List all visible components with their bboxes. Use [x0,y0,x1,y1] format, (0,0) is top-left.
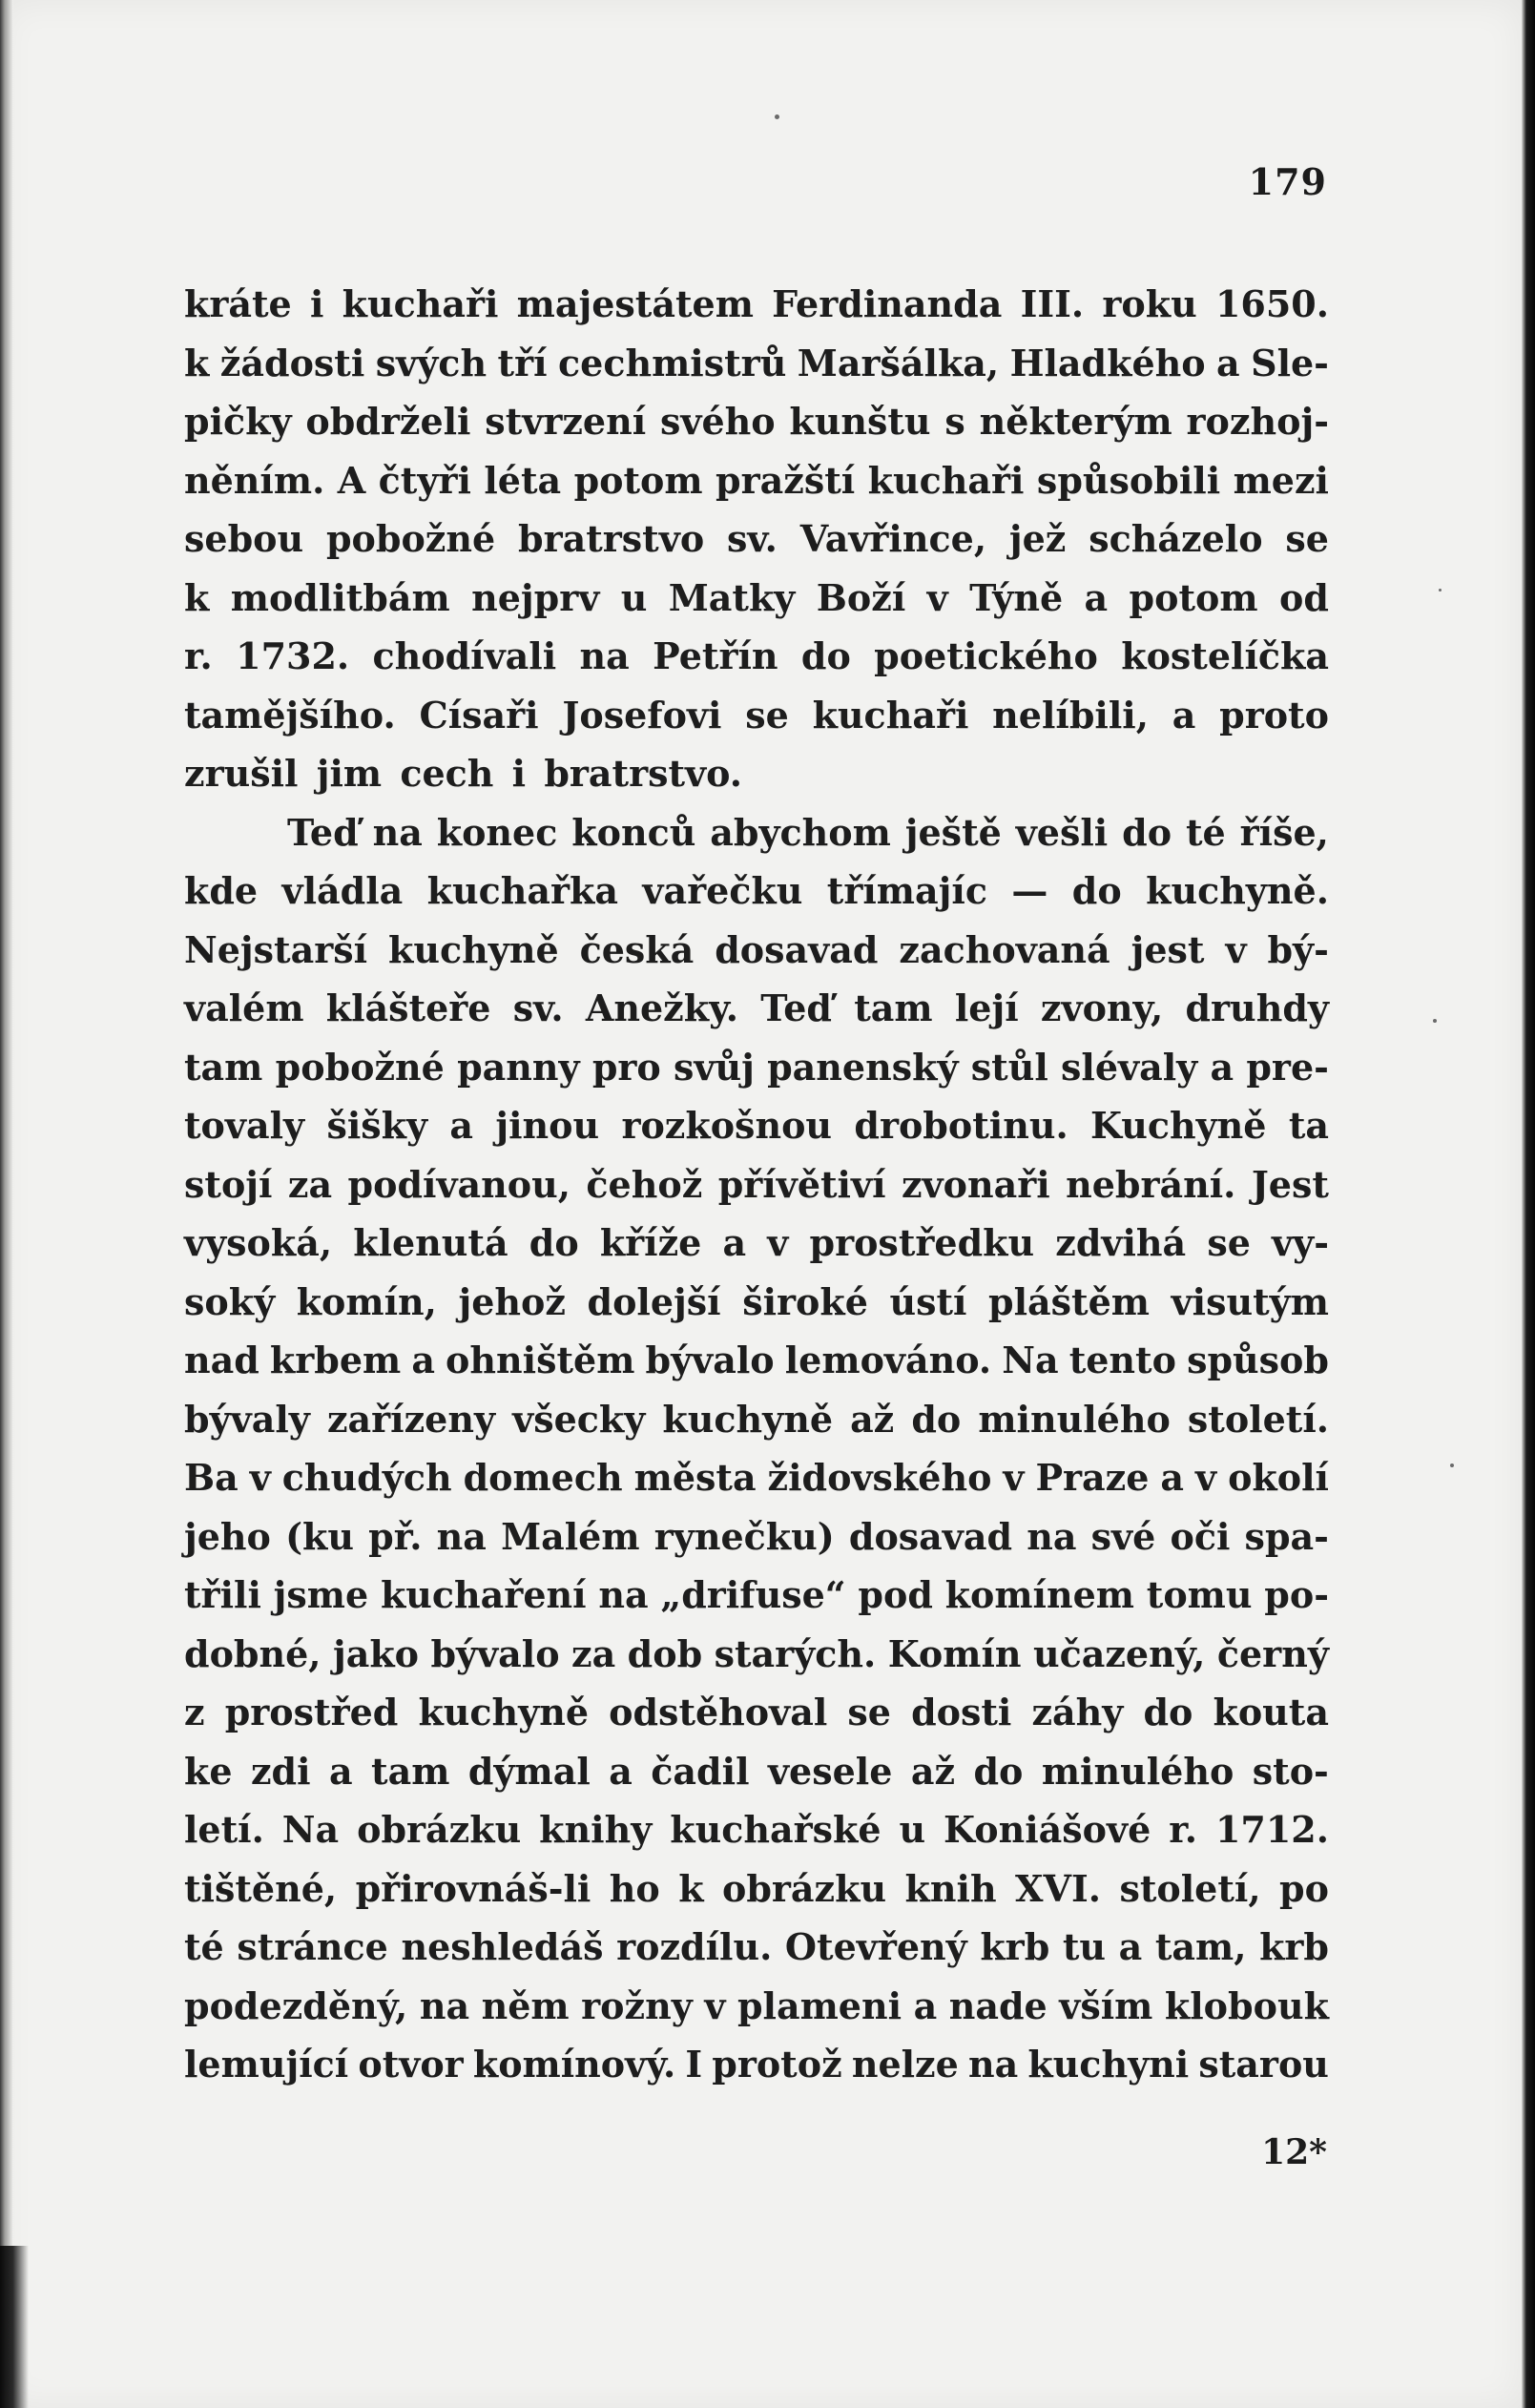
text-line: Nejstarší kuchyně česká dosavad zachovaná jest v bý- [184,927,1329,971]
text-line: valém klášteře sv. Anežky. Teď tam lejí zvony, druhdy [184,986,1329,1029]
page-number: 179 [1248,160,1327,203]
text-line: dobné, jako bývalo za dob starých. Komín učazený, černý [184,1631,1329,1675]
paper-speck [1439,589,1442,592]
text-line: ke zdi a tam dýmal a čadil vesele až do minulého sto- [184,1749,1329,1793]
text-line: sebou pobožné bratrstvo sv. Vavřince, jež scházelo se [184,517,1329,560]
text-line: kde vládla kuchařka vařečku třímajíc — do kuchyně. [184,869,1329,912]
text-line: tištěné, přirovnáš-li ho k obrázku knih XVI. století, po [184,1866,1329,1910]
text-line: tamějšího. Císaři Josefovi se kuchaři nelíbili, a proto [184,693,1329,737]
text-line: letí. Na obrázku knihy kuchařské u Koniášové r. 1712. [184,1808,1329,1851]
text-line: té stránce neshledáš rozdílu. Otevřený krb tu a tam, krb [184,1925,1329,1968]
text-line: nad krbem a ohništěm bývalo lemováno. Na tento spůsob [184,1339,1329,1381]
text-line: soký komín, jehož dolejší široké ústí pláštěm visutým [184,1279,1329,1323]
text-line: něním. A čtyři léta potom pražští kuchaři spůsobili mezi [184,458,1329,502]
text-line: k žádosti svých tří cechmistrů Maršálka, Hladkého a Sle- [184,341,1329,384]
text-line: kráte i kuchaři majestátem Ferdinanda III. roku 1650. [184,282,1329,325]
page-right-edge-shadow [1522,0,1535,2408]
text-line: pičky obdrželi stvrzení svého kunštu s některým rozhoj- [184,400,1329,443]
text-line: bývaly zařízeny všecky kuchyně až do minulého století. [184,1397,1329,1441]
body-text [184,275,1329,2094]
paragraph-2 [184,803,1329,2094]
paper-speck [1450,1463,1454,1467]
text-line: tovaly šišky a jinou rozkošnou drobotinu. Kuchyně ta [184,1104,1329,1147]
paragraph-1 [184,275,1329,803]
text-line: vysoká, klenutá do kříže a v prostředku zdvihá se vy- [184,1221,1329,1264]
text-line: třili jsme kuchaření na „drifuse“ pod komínem tomu po- [184,1573,1329,1616]
signature-mark: 12* [1261,2132,1327,2172]
text-line: lemující otvor komínový. I protož nelze na kuchyni starou [184,2043,1329,2086]
page-gutter-dark-corner [0,2246,29,2408]
text-line: z prostřed kuchyně odstěhoval se dosti záhy do kouta [184,1691,1329,1733]
text-line: k modlitbám nejprv u Matky Boží v Týně a potom od [184,575,1329,619]
text-line: Ba v chudých domech města židovského v Praze a v okolí [184,1456,1329,1499]
text-line: tam pobožné panny pro svůj panenský stůl slévaly a pre- [184,1045,1329,1089]
text-line: zrušil jim cech i bratrstvo. [184,752,743,795]
text-line: jeho (ku př. na Malém rynečku) dosavad na své oči spa- [184,1514,1329,1558]
paper-speck [775,114,779,119]
text-line: r. 1732. chodívali na Petřín do poetického kostelíčka [184,634,1329,677]
text-line: stojí za podívanou, čehož přívětiví zvonaři nebrání. Jest [184,1162,1329,1206]
paper-speck [1433,1019,1437,1023]
text-line: podezděný, na něm rožny v plameni a nade vším klobouk [184,1983,1329,2027]
text-line: Teď na konec konců abychom ještě vešli do té říše, [287,810,1329,854]
page-gutter-shadow [0,0,13,2408]
